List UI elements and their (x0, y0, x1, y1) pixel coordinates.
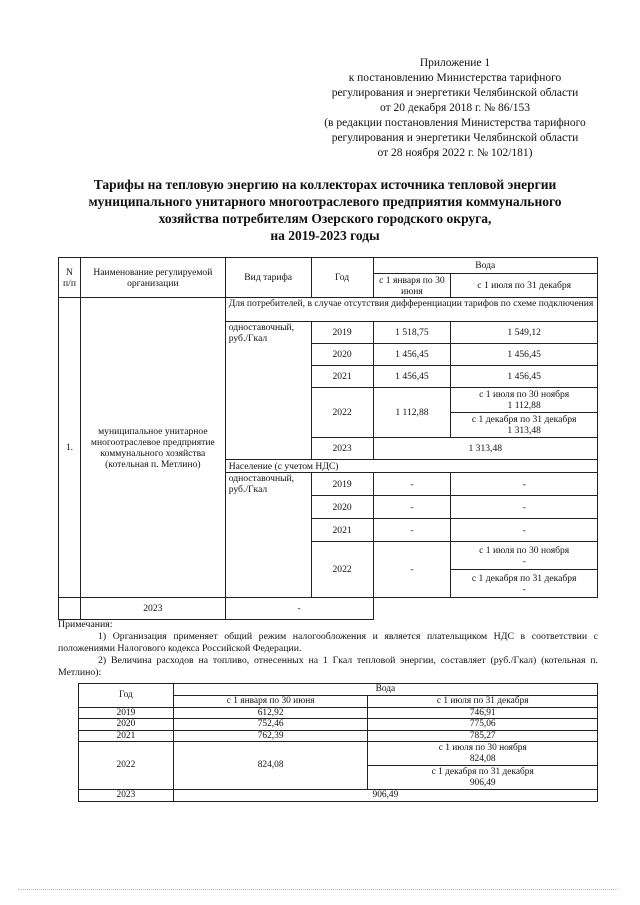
value-cell: - (373, 519, 451, 542)
year-cell: 2019 (79, 707, 174, 719)
year-cell: 2023 (79, 790, 174, 802)
year-cell: 2022 (311, 542, 373, 598)
subperiod-label: с 1 декабря по 31 декабря (431, 767, 534, 777)
subperiod-value: 906,49 (469, 777, 496, 788)
header-water: Вода (173, 684, 597, 696)
year-cell: 2021 (79, 730, 174, 742)
year-cell: 2022 (311, 388, 373, 438)
tariff-type-single-rate: одноставочный, руб./Гкал (225, 473, 311, 598)
organization-name: муниципальное унитарное многоотраслевое предприятие коммунального хозяйства (котельная п. Метлино) (80, 298, 225, 598)
header-year: Год (79, 684, 174, 708)
header-period-2: с 1 июля по 31 декабря (368, 696, 598, 708)
year-cell: 2020 (311, 344, 373, 366)
value-cell: 612,92 (173, 707, 368, 719)
header-org: Наименование регулируемой организации (80, 258, 225, 298)
value-cell: 785,27 (368, 730, 598, 742)
tariff-table (58, 257, 598, 620)
subperiod-value: 1 313,48 (507, 425, 541, 436)
header-tariff-type: Вид тарифа (225, 258, 311, 298)
document-title (30, 176, 620, 244)
year-cell: 2023 (80, 598, 225, 620)
notes-heading: Примечания: (58, 619, 113, 630)
year-cell: 2022 (79, 742, 174, 790)
scan-edge-divider (18, 889, 618, 890)
value-cell-subperiod (368, 742, 598, 766)
year-cell: 2021 (311, 519, 373, 542)
row-number: 1. (59, 298, 81, 598)
subperiod-value: - (522, 555, 526, 567)
subperiod-label: с 1 декабря по 31 декабря (471, 414, 577, 425)
year-cell: 2020 (79, 719, 174, 731)
value-cell-subperiod (451, 413, 598, 438)
value-cell: 1 549,12 (451, 322, 598, 344)
value-cell: - (225, 598, 373, 620)
value-cell: - (373, 473, 451, 496)
appendix-line: (в редакции постановления Министерства тарифного (324, 117, 586, 129)
value-cell: - (451, 473, 598, 496)
value-cell: - (373, 542, 451, 598)
appendix-line: Приложение 1 (419, 57, 491, 69)
subperiod-label: с 1 июля по 30 ноября (438, 743, 527, 753)
fuel-cost-table (78, 683, 598, 802)
value-cell: 746,91 (368, 707, 598, 719)
note-1: 1) Организация применяет общий режим налогообложения и является плательщиком НДС в соответствии с положениями Налогового кодекса Российской Федерации. (58, 631, 598, 654)
year-cell: 2019 (311, 473, 373, 496)
note-2: 2) Величина расходов на топливо, отнесенных на 1 Гкал тепловой энергии, составляет (руб./Гкал) (котельная п. Метлино): (58, 655, 598, 678)
title-line: на 2019-2023 годы (270, 228, 380, 243)
header-year: Год (311, 258, 373, 298)
year-cell: 2019 (311, 322, 373, 344)
value-cell: 1 456,45 (373, 344, 451, 366)
title-line: Тарифы на тепловую энергию на коллекторах источника тепловой энергии (93, 177, 557, 192)
value-cell: 775,06 (368, 719, 598, 731)
value-cell: 824,08 (173, 742, 368, 790)
appendix-header (290, 56, 620, 161)
subperiod-value: - (522, 583, 526, 595)
value-cell-subperiod (451, 542, 598, 570)
title-line: муниципального унитарного многоотраслевого предприятия коммунального (88, 194, 562, 209)
value-cell: 1 518,75 (373, 322, 451, 344)
subperiod-label: с 1 декабря по 31 декабря (471, 572, 577, 584)
year-cell: 2020 (311, 496, 373, 519)
year-cell: 2021 (311, 366, 373, 388)
section-consumers: Для потребителей, в случае отсутствия дифференциации тарифов по схеме подключения (225, 298, 597, 322)
tariff-type-empty (59, 598, 81, 620)
value-cell: 1 112,88 (373, 388, 451, 438)
value-cell: 1 456,45 (451, 366, 598, 388)
header-period-1: с 1 января по 30 июня (173, 696, 368, 708)
notes (58, 619, 598, 679)
value-cell: - (373, 496, 451, 519)
appendix-line: от 28 ноября 2022 г. № 102/181) (377, 147, 533, 159)
subperiod-value: 824,08 (469, 753, 496, 764)
title-line: хозяйства потребителям Озерского городского округа, (158, 211, 492, 226)
value-cell-subperiod (368, 766, 598, 790)
header-water: Вода (373, 258, 597, 274)
subperiod-label: с 1 июля по 30 ноября (479, 544, 570, 556)
header-num: N п/п (59, 258, 81, 298)
value-cell: 752,46 (173, 719, 368, 731)
value-cell: 1 456,45 (373, 366, 451, 388)
header-period-2: с 1 июля по 31 декабря (451, 274, 598, 298)
year-cell: 2023 (311, 438, 373, 460)
appendix-line: регулирования и энергетики Челябинской области (331, 132, 579, 144)
value-cell: - (451, 519, 598, 542)
subperiod-value: 1 112,88 (507, 400, 541, 411)
appendix-line: регулирования и энергетики Челябинской области (331, 87, 579, 99)
tariff-type-single-rate: одноставочный, руб./Гкал (225, 322, 311, 460)
appendix-line: к постановлению Министерства тарифного (348, 72, 562, 84)
appendix-line: от 20 декабря 2018 г. № 86/153 (380, 102, 530, 114)
value-cell: 762,39 (173, 730, 368, 742)
value-cell: - (451, 496, 598, 519)
value-cell: 1 456,45 (451, 344, 598, 366)
value-cell: 906,49 (173, 790, 597, 802)
section-population: Население (с учетом НДС) (225, 460, 597, 473)
value-cell: 1 313,48 (373, 438, 597, 460)
subperiod-label: с 1 июля по 30 ноября (479, 389, 570, 400)
value-cell-subperiod (451, 570, 598, 598)
header-period-1: с 1 января по 30 июня (373, 274, 451, 298)
value-cell-subperiod (451, 388, 598, 413)
